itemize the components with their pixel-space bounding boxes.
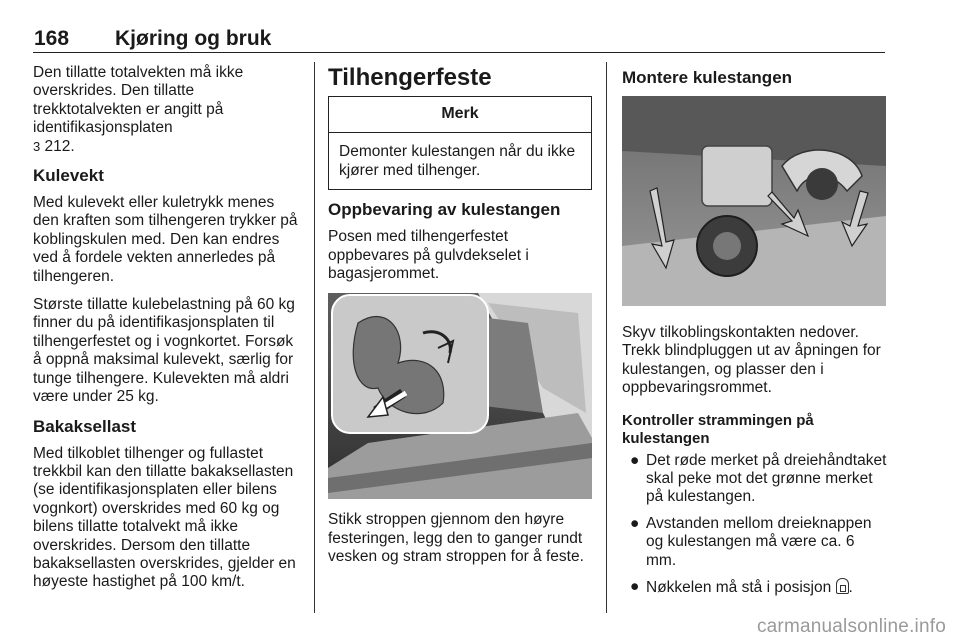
chapter-title: Kjøring og bruk bbox=[115, 27, 272, 50]
watermark: carmanualsonline.info bbox=[756, 616, 946, 637]
section-title: Tilhengerfeste bbox=[328, 64, 492, 91]
mount-paragraph: Skyv tilkoblingskontakten nedover. Trekk blindpluggen ut av åpningen for kulestangen, og plasser den i oppbevaringsrommet. bbox=[622, 324, 881, 397]
trunk-bag-image bbox=[328, 293, 592, 499]
column-divider-1 bbox=[314, 62, 315, 613]
note-title: Merk bbox=[329, 97, 591, 133]
list-item: ● Det røde merket på dreiehåndtaket skal peke mot det grønne merket på kulestangen. bbox=[630, 451, 887, 506]
kulevekt-paragraph-1: Med kulevekt eller kuletrykk menes den kraften som tilhengeren trykker på koblingskulen med. Den kan endres ved å fordele vekten annerledes på tilhengeren. bbox=[33, 194, 298, 285]
page-number: 168 bbox=[34, 27, 70, 50]
bullet-dot: ● bbox=[630, 451, 640, 469]
storage-caption: Stikk stroppen gjennom den høyre festeringen, legg den to ganger rundt vesken og stram stroppen for å feste. bbox=[328, 511, 584, 566]
list-item: ● Avstanden mellom dreieknappen og kulestangen må være ca. 6 mm. bbox=[630, 514, 872, 569]
bakaksellast-heading: Bakaksellast bbox=[33, 416, 137, 436]
bakaksellast-paragraph: Med tilkoblet tilhenger og fullastet trekkbil kan den tillatte bakaksellasten (se identifikasjonsplaten eller bilens vognkort) overskrides med 60 kg og bilens tillatte totalvekt må ikke overskrides. Dersom den tillatte bakaksellasten overskrides, gjelder en høyeste hastighet på 100 km/t. bbox=[33, 444, 296, 591]
check-heading: Kontroller strammingen på kulestangen bbox=[622, 411, 814, 447]
kulevekt-paragraph-2: Største tillatte kulebelastning på 60 kg finner du på identifikasjonsplaten til tilhengerfestet og i vognkortet. Forsøk å oppnå maksimal kulevekt, særlig for tunge tilhengere. Kulevekten må aldri være under 25 kg. bbox=[33, 296, 295, 406]
mount-heading: Montere kulestangen bbox=[622, 68, 793, 87]
kulevekt-heading: Kulevekt bbox=[33, 166, 104, 186]
column-divider-2 bbox=[606, 62, 607, 613]
list-item: ● Nøkkelen må stå i posisjon . bbox=[630, 578, 853, 597]
page-header bbox=[33, 26, 885, 53]
check-list bbox=[622, 452, 888, 598]
bullet-dot: ● bbox=[630, 514, 640, 532]
towbar-image bbox=[622, 96, 886, 306]
note-box bbox=[328, 96, 592, 190]
storage-illustration bbox=[328, 293, 592, 499]
storage-paragraph: Posen med tilhengerfestet oppbevares på gulvdekselet i bagasjerommet. bbox=[328, 228, 529, 283]
intro-paragraph: Den tillatte totalvekten må ikke overskrides. Den tillatte trekktotalvekten er angitt på identifikasjonsplaten 3 212. bbox=[33, 64, 244, 155]
mounting-illustration bbox=[622, 96, 886, 306]
note-text: Demonter kulestangen når du ikke kjører med tilhenger. bbox=[339, 143, 576, 179]
arrow-ref-icon[interactable]: 3 bbox=[33, 138, 41, 154]
bullet-dot: ● bbox=[630, 578, 640, 596]
lock-closed-icon bbox=[836, 578, 849, 594]
page-ref-link[interactable]: 212. bbox=[44, 137, 75, 155]
column-2 bbox=[328, 64, 592, 577]
storage-heading: Oppbevaring av kulestangen bbox=[328, 200, 561, 220]
column-1 bbox=[33, 64, 301, 602]
column-3 bbox=[622, 64, 888, 605]
